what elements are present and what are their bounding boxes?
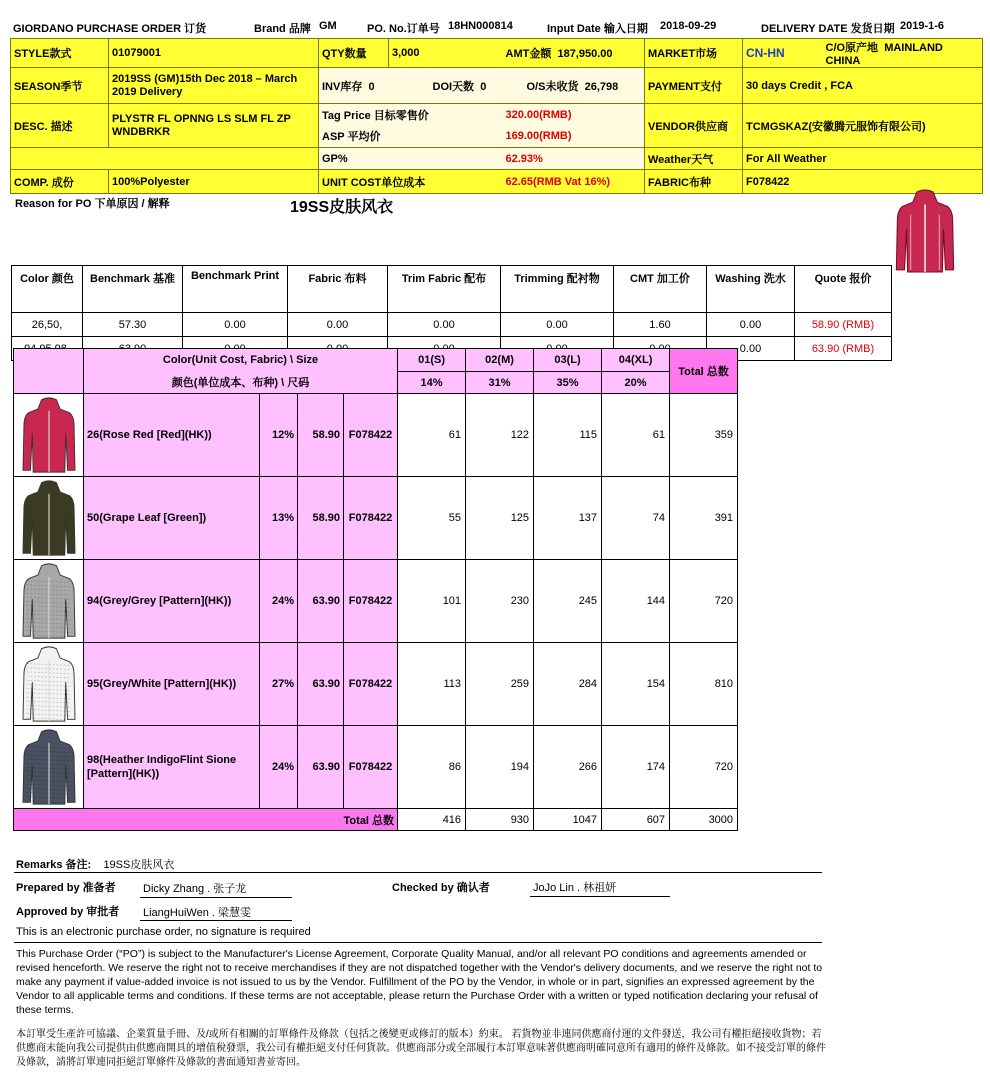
weather-value: For All Weather — [743, 148, 983, 170]
market-value: CN-HN — [743, 39, 823, 68]
size-qty-cell: 61 — [602, 394, 670, 477]
terms-chinese: 本訂單受生產許可協議、企業質量手冊、及/或所有相關的訂單條件及條款（包括之後變更或修訂的版本）約束。 若貨物並非連同供應商付運的文件發送，我公司有權拒絕接收貨物；若供應商未能向我公司提供由供應商開具的增值稅發票，我公司有權拒絕支付任何貨款。供應商部分或全部履行本訂單意味著供應商明確同意所有適用的條件及條款。如不接受訂單的條件及條款，請將訂單連同拒絕訂單條件及條款的書面通知書並寄回。 — [16, 1029, 826, 1068]
row-total-cell: 810 — [670, 643, 738, 726]
size-qty-cell: 174 — [602, 726, 670, 809]
size-qty-cell: 101 — [398, 560, 466, 643]
total-xl: 607 — [602, 809, 670, 831]
color-name-cell: 50(Grape Leaf [Green]) — [84, 477, 260, 560]
divider — [14, 942, 822, 943]
color-image-cell — [14, 560, 84, 643]
checked-label: Checked by 确认者 — [392, 882, 490, 894]
benchmark-cell: 0.00 — [288, 313, 388, 337]
benchmark-cell: 0.00 — [501, 313, 614, 337]
row-total-cell: 359 — [670, 394, 738, 477]
image-header-cell — [14, 349, 84, 372]
size-qty-cell: 245 — [534, 560, 602, 643]
payment-value: 30 days Credit , FCA — [743, 68, 983, 104]
doi-label: DOI天数 — [432, 80, 475, 93]
size-label-xl: 04(XL) — [602, 349, 670, 372]
electronic-note: This is an electronic purchase order, no signature is required — [16, 926, 311, 938]
delivery-date-value: 2019-1-6 — [900, 20, 945, 32]
inv-value: 0 — [368, 80, 375, 93]
unit-cost-label: UNIT COST单位成本 — [319, 170, 503, 194]
color-name-cell: 98(Heather IndigoFlint Sione [Pattern](HK)) — [84, 726, 260, 809]
size-breakdown-table — [13, 348, 738, 831]
benchmark-header-cell: Quote 报价 — [795, 266, 892, 313]
jacket-image — [20, 645, 78, 723]
os-label: O/S未收货 — [526, 80, 579, 93]
style-value: 01079001 — [109, 39, 319, 68]
fabric-value: F078422 — [743, 170, 983, 194]
benchmark-header-cell: CMT 加工价 — [614, 266, 707, 313]
desc-label: DESC. 描述 — [11, 104, 109, 148]
origin-label: C/O原产地 — [825, 42, 879, 54]
unit-cost-cell: 58.90 — [298, 394, 344, 477]
fabric-cell: F078422 — [344, 726, 398, 809]
comp-label: COMP. 成份 — [11, 170, 109, 194]
benchmark-header-cell: Trim Fabric 配布 — [388, 266, 501, 313]
benchmark-header-cell: Color 颜色 — [12, 266, 83, 313]
terms-english: This Purchase Order (“PO”) is subject to the Manufacturer's License Agreement, Corporate Quality Manual, and/or all relevant PO conditions and agreements amended or revised henceforth. We reserve the right not to receive merchandises if they are not dispatched together with the Vendor's delivery documents, and we reserve the right not to make any payment if value-added invoice is not issued to us by the Vendor. Fulfillment of the PO by the Vendor, in whole or in part, signifies an expressed agreement by the Vendor to all applicable terms and conditions. If these terms are not acceptable, please return the Purchase Order with a written or typed notification declaring your refusal of these terms. — [16, 948, 823, 1016]
signature-line — [530, 896, 670, 897]
unit-cost-cell: 58.90 — [298, 477, 344, 560]
style-label: STYLE款式 — [11, 39, 109, 68]
doi-value: 0 — [480, 80, 487, 93]
benchmark-row — [12, 313, 892, 337]
size-qty-cell: 86 — [398, 726, 466, 809]
color-name-cell: 26(Rose Red [Red](HK)) — [84, 394, 260, 477]
color-image-cell — [14, 477, 84, 560]
color-row — [14, 726, 738, 809]
total-header: Total 总数 — [670, 349, 738, 394]
color-row — [14, 394, 738, 477]
qty-label: QTY数量 — [319, 39, 389, 68]
inv-label: INV库存 — [322, 80, 363, 93]
image-header-cell — [14, 372, 84, 394]
origin-value: MAINLAND CHINA — [825, 42, 943, 67]
size-qty-cell: 115 — [534, 394, 602, 477]
size-label-s: 01(S) — [398, 349, 466, 372]
signature-line — [140, 897, 292, 898]
color-name-cell: 94(Grey/Grey [Pattern](HK)) — [84, 560, 260, 643]
tag-price-label: Tag Price 目标零售价 — [319, 104, 503, 126]
unit-cost-cell: 63.90 — [298, 643, 344, 726]
po-info-table — [10, 38, 983, 194]
size-label-l: 03(L) — [534, 349, 602, 372]
benchmark-cell: 57.30 — [83, 313, 183, 337]
jacket-preview-image — [894, 188, 956, 274]
color-image-cell — [14, 394, 84, 477]
prepared-label: Prepared by 准备者 — [16, 882, 116, 894]
size-qty-cell: 266 — [534, 726, 602, 809]
fabric-cell: F078422 — [344, 560, 398, 643]
desc-value: PLYSTR FL OPNNG LS SLM FL ZP WNDBRKR — [109, 104, 319, 148]
benchmark-header-cell: Benchmark 基准 — [83, 266, 183, 313]
season-value: 2019SS (GM)15th Dec 2018 – March 2019 Delivery — [109, 68, 319, 104]
unit-cost-cell: 63.90 — [298, 726, 344, 809]
market-label: MARKET市场 — [645, 39, 743, 68]
approved-label: Approved by 审批者 — [16, 906, 120, 918]
comp-value: 100%Polyester — [109, 170, 319, 194]
amt-label: AMT金额 — [505, 48, 552, 60]
po-number-value: 18HN000814 — [448, 20, 513, 32]
color-image-cell — [14, 726, 84, 809]
brand-label: Brand 品牌 — [254, 23, 311, 35]
color-pct-cell: 24% — [260, 726, 298, 809]
total-s: 416 — [398, 809, 466, 831]
row-total-cell: 720 — [670, 726, 738, 809]
size-qty-cell: 122 — [466, 394, 534, 477]
size-qty-cell: 61 — [398, 394, 466, 477]
vendor-value: TCMGSKAZ(安徽腾元服饰有限公司) — [743, 104, 983, 148]
benchmark-cell: 0.00 — [388, 313, 501, 337]
grand-total-label: Total 总数 — [14, 809, 398, 831]
remarks-value: 19SS皮肤风衣 — [103, 859, 175, 871]
quote-cell: 63.90 (RMB) — [795, 337, 892, 361]
benchmark-header-cell: Benchmark Print — [183, 266, 288, 313]
color-row — [14, 643, 738, 726]
input-date-value: 2018-09-29 — [660, 20, 717, 32]
jacket-image — [20, 396, 78, 474]
quote-cell: 58.90 (RMB) — [795, 313, 892, 337]
size-qty-cell: 259 — [466, 643, 534, 726]
fabric-cell: F078422 — [344, 477, 398, 560]
color-row — [14, 560, 738, 643]
benchmark-cell: 0.00 — [707, 313, 795, 337]
season-label: SEASON季节 — [11, 68, 109, 104]
remarks-label: Remarks 备注: — [16, 859, 92, 871]
divider — [14, 872, 822, 873]
payment-label: PAYMENT支付 — [645, 68, 743, 104]
benchmark-cell: 26,50, — [12, 313, 83, 337]
size-qty-cell: 137 — [534, 477, 602, 560]
fabric-cell: F078422 — [344, 643, 398, 726]
jacket-image — [20, 728, 78, 806]
size-qty-cell: 125 — [466, 477, 534, 560]
vendor-label: VENDOR供应商 — [645, 104, 743, 148]
row-total-cell: 391 — [670, 477, 738, 560]
color-pct-cell: 12% — [260, 394, 298, 477]
input-date-label: Input Date 输入日期 — [547, 23, 648, 35]
benchmark-cell: 0.00 — [707, 337, 795, 361]
size-pct-m: 31% — [466, 372, 534, 394]
color-size-header: Color(Unit Cost, Fabric) \ Size — [84, 349, 398, 372]
benchmark-cell: 0.00 — [183, 313, 288, 337]
os-cell — [503, 68, 645, 104]
po-title: GIORDANO PURCHASE ORDER 订货 — [13, 23, 207, 35]
asp-value: 169.00(RMB) — [503, 126, 645, 148]
size-pct-l: 35% — [534, 372, 602, 394]
unit-cost-value: 62.65(RMB Vat 16%) — [503, 170, 645, 194]
color-pct-cell: 27% — [260, 643, 298, 726]
gp-value: 62.93% — [503, 148, 645, 170]
row-total-cell: 720 — [670, 560, 738, 643]
total-m: 930 — [466, 809, 534, 831]
size-qty-cell: 230 — [466, 560, 534, 643]
asp-label: ASP 平均价 — [319, 126, 503, 148]
origin-cell — [823, 39, 983, 68]
color-pct-cell: 13% — [260, 477, 298, 560]
size-qty-cell: 284 — [534, 643, 602, 726]
size-qty-cell: 154 — [602, 643, 670, 726]
size-qty-cell: 194 — [466, 726, 534, 809]
size-qty-cell: 113 — [398, 643, 466, 726]
color-row — [14, 477, 738, 560]
color-size-header-cn: 颜色(单位成本、布种) \ 尺码 — [84, 372, 398, 394]
os-value: 26,798 — [584, 80, 619, 93]
fabric-cell: F078422 — [344, 394, 398, 477]
benchmark-table — [11, 265, 892, 361]
benchmark-header-cell: Washing 洗水 — [707, 266, 795, 313]
benchmark-header-row — [12, 266, 892, 313]
remarks — [16, 856, 174, 872]
size-pct-xl: 20% — [602, 372, 670, 394]
color-image-cell — [14, 643, 84, 726]
size-qty-cell: 55 — [398, 477, 466, 560]
size-qty-cell: 74 — [602, 477, 670, 560]
tag-price-value: 320.00(RMB) — [503, 104, 645, 126]
doi-cell — [389, 68, 503, 104]
prepared-value: Dicky Zhang . 张子龙 — [143, 883, 247, 895]
benchmark-header-cell: Trimming 配衬物 — [501, 266, 614, 313]
inv-cell — [319, 68, 389, 104]
fabric-label: FABRIC布种 — [645, 170, 743, 194]
total-l: 1047 — [534, 809, 602, 831]
size-qty-cell: 144 — [602, 560, 670, 643]
benchmark-header-cell: Fabric 布料 — [288, 266, 388, 313]
weather-label: Weather天气 — [645, 148, 743, 170]
jacket-image — [20, 479, 78, 557]
size-pct-s: 14% — [398, 372, 466, 394]
benchmark-cell: 1.60 — [614, 313, 707, 337]
brand-value: GM — [319, 20, 337, 32]
gp-label: GP% — [319, 148, 503, 170]
delivery-date-label: DELIVERY DATE 发货日期 — [761, 23, 895, 35]
unit-cost-cell: 63.90 — [298, 560, 344, 643]
checked-value: JoJo Lin . 林祖妍 — [533, 882, 617, 894]
approved-value: LiangHuiWen . 梁慧雯 — [143, 907, 252, 919]
reason-label: Reason for PO 下单原因 / 解释 — [15, 198, 170, 210]
signature-line — [140, 920, 292, 921]
po-number-label: PO. No.订单号 — [367, 23, 440, 35]
product-title: 19SS皮肤风衣 — [290, 199, 394, 216]
grand-total-value: 3000 — [670, 809, 738, 831]
color-pct-cell: 24% — [260, 560, 298, 643]
amt-cell — [503, 39, 645, 68]
color-name-cell: 95(Grey/White [Pattern](HK)) — [84, 643, 260, 726]
amt-value: 187,950.00 — [557, 48, 613, 60]
qty-value: 3,000 — [389, 39, 503, 68]
blank-cell — [11, 148, 319, 170]
jacket-image — [20, 562, 78, 640]
size-label-m: 02(M) — [466, 349, 534, 372]
